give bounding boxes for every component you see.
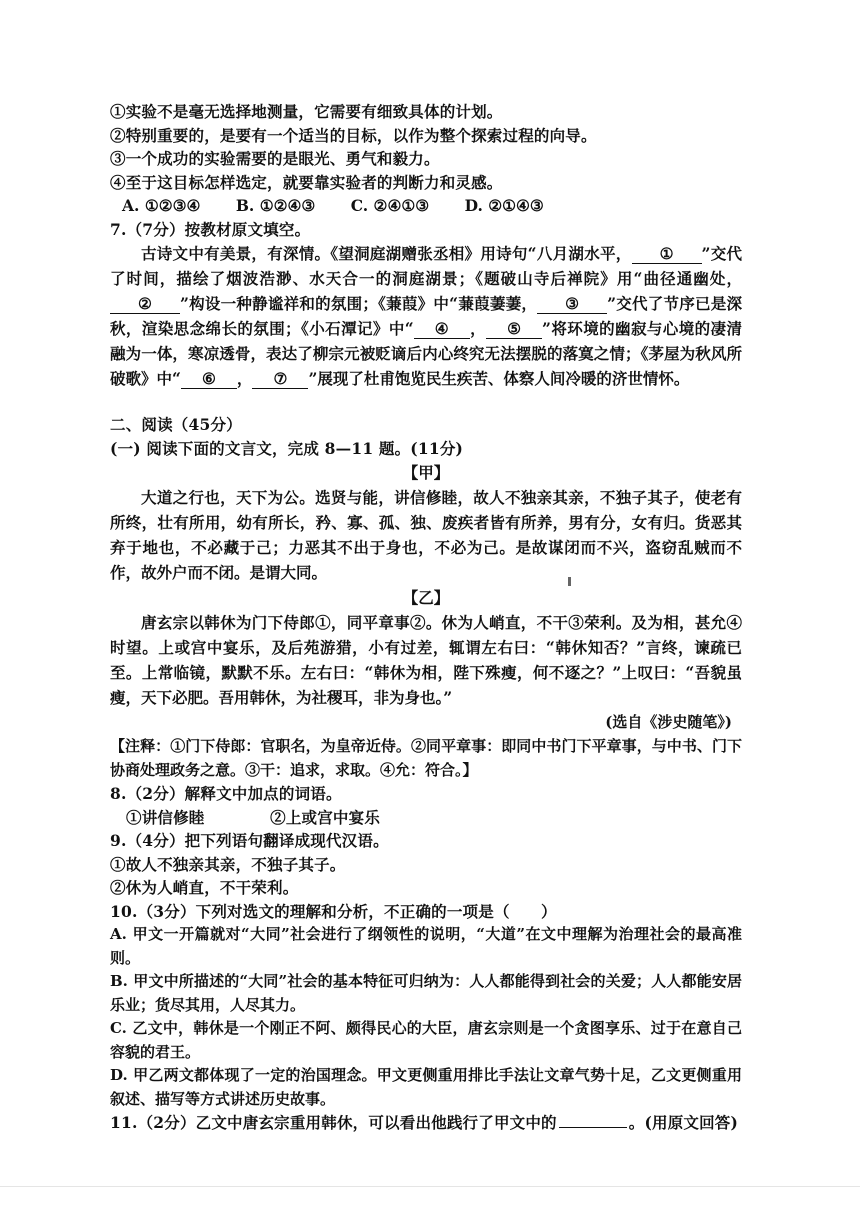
q8-item-1: ①讲信修睦 [126, 807, 205, 827]
q9-title: 9.（4分）把下列语句翻译成现代汉语。 [110, 831, 389, 850]
q10-option-d[interactable]: D. 甲乙两文都体现了一定的治国理念。甲文更侧重用排比手法让文章气势十足，乙文更侧重用叙述、描写等方式讲述历史故事。 [110, 1066, 742, 1108]
q9-item-1: ①故人不独亲其亲，不独子其子。 [110, 854, 346, 874]
q11-text-before: 11.（2分）乙文中唐玄宗重用韩休，可以看出他践行了甲文中的 [110, 1113, 557, 1132]
q7-text-1: 古诗文中有美景，有深情。《望洞庭湖赠张丞相》用诗句“八月湖水平， [141, 244, 632, 263]
passage-yi-source: (选自《涉史随笔》) [605, 713, 732, 731]
q6-option-a[interactable]: A. ①②③④ [122, 196, 201, 215]
q10-option-c[interactable]: C. 乙文中，韩休是一个刚正不阿、颇得民心的大臣，唐玄宗则是一个贪图享乐、过于在意自己容貌的君王。 [110, 1019, 742, 1061]
q11 [110, 1111, 742, 1135]
q7-text-7: ， [236, 369, 253, 388]
q7-blank-7[interactable]: ⑦ [252, 370, 308, 389]
q6-item-2: ②特别重要的，是要有一个适当的目标，以作为整个探索过程的向导。 [110, 125, 597, 145]
section-subtitle: (一) 阅读下面的文言文，完成 8—11 题。(11分) [110, 438, 464, 458]
q6-option-c[interactable]: C. ②④①③ [350, 196, 430, 215]
q7-blank-3[interactable]: ③ [537, 295, 607, 314]
q10-title: 10.（3分）下列对选文的理解和分析，不正确的一项是（ ） [110, 901, 557, 921]
q7-blank-6[interactable]: ⑥ [181, 370, 237, 389]
q7-text-4: ”交代了节序已是深秋，渲染思念绵长的氛围；《小石潭记》中“ [110, 294, 742, 338]
q6-item-1: ①实验不是毫无选择地测量，它需要有细致具体的计划。 [110, 102, 503, 121]
q7-text-6: ”将环境的幽寂与心境的凄清融为一体，寒凉透骨，表达了柳宗元被贬谪后内心终究无法摆脱的落寞之情；《茅屋为秋风所破歌》中“ [110, 319, 742, 388]
q6-item-4: ④至于这目标怎样选定，就要靠实验者的判断力和灵感。 [110, 172, 503, 192]
q8-item-2: ②上或宫中宴乐 [270, 807, 381, 827]
section-title: 二、阅读（45分） [110, 415, 242, 434]
q7-text-5: ， [469, 319, 487, 338]
q11-answer-blank[interactable] [559, 1127, 627, 1128]
q7-blank-5[interactable]: ⑤ [486, 320, 542, 339]
passage-yi: 唐玄宗以韩休为门下侍郎①，同平章事②。休为人峭直，不干③荣利。及为相，甚允④时望。上或宫中宴乐，及后苑游猎，小有过差，辄谓左右曰：“韩休知否？”言终，谏疏已至。上常临镜，默默不乐。左右曰：“韩休为相，陛下殊瘦，何不逐之？”上叹曰：“吾貌虽瘦，天下必肥。吾用韩休，为社稷耳，非为身也。” [110, 613, 742, 707]
scan-mark [568, 577, 571, 586]
passage-jia-label: 【甲】 [402, 463, 450, 482]
q6-items [110, 100, 742, 218]
q6-option-d[interactable]: D. ②①④③ [464, 196, 544, 215]
q7-title: 7.（7分）按教材原文填空。 [110, 219, 311, 239]
q7-blank-1[interactable]: ① [632, 245, 702, 264]
q10-option-b[interactable]: B. 甲文中所描述的“大同”社会的基本特征可归纳为：人人都能得到社会的关爱；人人都能安居乐业；货尽其用，人尽其力。 [110, 972, 742, 1014]
q7-text-3: ”构设一种静谧祥和的氛围；《蒹葭》中“蒹葭萋萋， [180, 294, 538, 313]
q11-text-after: 。(用原文回答) [628, 1113, 739, 1132]
page-bottom-rule [0, 1186, 860, 1187]
passage-yi-label: 【乙】 [402, 588, 450, 607]
q7-passage [110, 241, 742, 391]
q7-text-2: ”交代了时间，描绘了烟波浩渺、水天合一的洞庭湖景；《题破山寺后禅院》用“曲径通幽处， [110, 244, 743, 288]
q6-option-b[interactable]: B. ①②④③ [235, 196, 316, 215]
q6-item-3: ③一个成功的实验需要的是眼光、勇气和毅力。 [110, 149, 440, 168]
q8-title: 8.（2分）解释文中加点的词语。 [110, 784, 342, 803]
annotations: 【注释：①门下侍郎：官职名，为皇帝近侍。②同平章事：即同中书门下平章事，与中书、门下协商处理政务之意。③干：追求，求取。④允：符合。】 [110, 737, 742, 779]
q6-options [110, 194, 742, 218]
q8-items [110, 806, 742, 830]
q7-blank-2[interactable]: ② [110, 295, 180, 314]
passage-jia: 大道之行也，天下为公。选贤与能，讲信修睦，故人不独亲其亲，不独子其子，使老有所终，壮有所用，幼有所长，矜、寡、孤、独、废疾者皆有所养，男有分，女有归。货恶其弃于地也，不必藏于己；力恶其不出于身也，不必为己。是故谋闭而不兴，盗窃乱贼而不作，故外户而不闭。是谓大同。 [110, 488, 742, 582]
q7-blank-4[interactable]: ④ [414, 320, 470, 339]
q9-item-2: ②休为人峭直，不干荣利。 [110, 878, 299, 897]
q7-text-8: ”展现了杜甫饱览民生疾苦、体察人间冷暖的济世情怀。 [308, 369, 690, 388]
q10-option-a[interactable]: A. 甲文一开篇就对“大同”社会进行了纲领性的说明，“大道”在文中理解为治理社会的最高准则。 [110, 925, 742, 967]
